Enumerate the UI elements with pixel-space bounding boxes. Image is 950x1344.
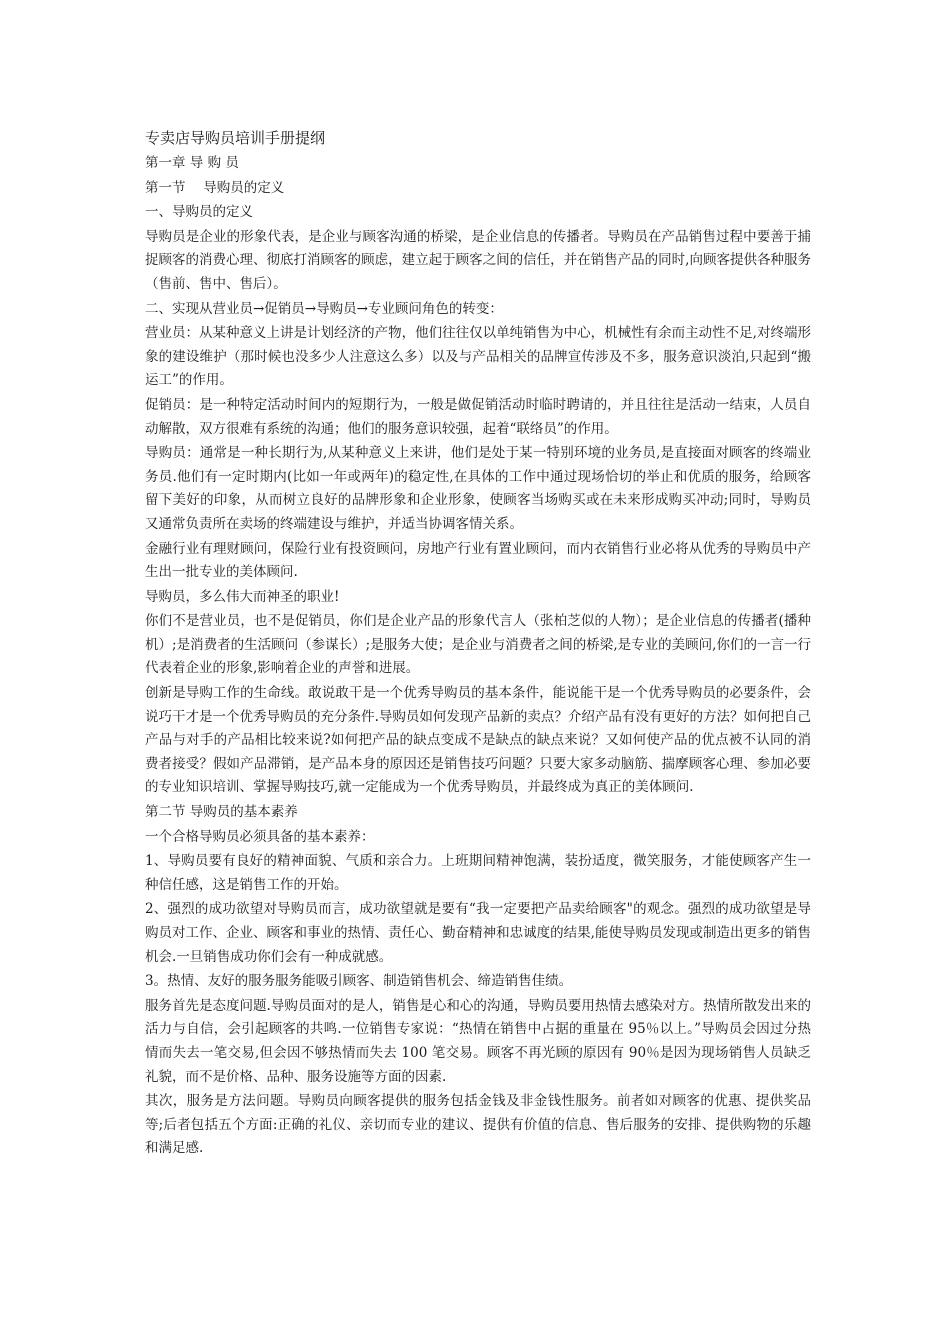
list-item: 2、强烈的成功欲望对导购员而言，成功欲望就是要有“我一定要把产品卖给顾客"的观念。强烈的成功欲望是导购员对工作、企业、顾客和事业的热情、责任心、勤奋精神和忠诚度的结果,能使导购员发现或制造出更多的销售机会.一旦销售成功你们会有一种成就感。 [145, 901, 811, 965]
chapter-heading: 第一章 导 购 员 [145, 155, 239, 171]
subsection-heading: 一、导购员的定义 [145, 204, 253, 221]
subsection-heading: 二、实现从营业员→促销员→导购员→专业顾问角色的转变： [145, 300, 503, 317]
list-item: 1、导购员要有良好的精神面貌、气质和亲合力。上班期间精神饱满，装扮适度，微笑服务，才能使顾客产生一种信任感，这是销售工作的开始。 [145, 853, 811, 893]
document-title: 专卖店导购员培训手册提纲 [145, 129, 326, 147]
section-heading: 第二节 导购员的基本素养 [145, 804, 298, 821]
paragraph: 其次，服务是方法问题。导购员向顾客提供的服务包括金钱及非金钱性服务。前者如对顾客的优惠、提供奖品等;后者包括五个方面:正确的礼仪、亲切而专业的建议、提供有价值的信息、售后服务的安排、提供购物的乐趣和满足感. [145, 1093, 811, 1157]
document-page [145, 125, 811, 1162]
paragraph: 导购员：通常是一种长期行为,从某种意义上来讲，他们是处于某一特别环境的业务员,是直接面对顾客的终端业务员.他们有一定时期内(比如一年或两年)的稳定性,在具体的工作中通过现场恰切的举止和优质的服务，给顾客留下美好的印象，从而树立良好的品牌形象和企业形象，使顾客当场购买或在未来形成购买冲动;同时，导购员又通常负责所在卖场的终端建设与维护，并适当协调客情关系。 [145, 445, 811, 532]
paragraph: 一个合格导购员必须具备的基本素养： [145, 828, 375, 845]
paragraph: 创新是导购工作的生命线。敢说敢干是一个优秀导购员的基本条件，能说能干是一个优秀导购员的必要条件，会说巧干才是一个优秀导购员的充分条件.导购员如何发现产品新的卖点？介绍产品有没有更好的方法？如何把自己产品与对手的产品相比较来说?如何把产品的缺点变成不是缺点的缺点来说？又如何使产品的优点被不认同的消费者接受？假如产品滞销，是产品本身的原因还是销售技巧问题？只要大家多动脑筋、揣摩顾客心理、参加必要的专业知识培训、掌握导购技巧,就一定能成为一个优秀导购员，并最终成为真正的美体顾问. [145, 685, 811, 796]
list-item: 3。热情、友好的服务服务能吸引顾客、制造销售机会、缔造销售佳绩。 [145, 973, 573, 990]
paragraph: 导购员，多么伟大而神圣的职业! [145, 588, 340, 605]
paragraph: 导购员是企业的形象代表，是企业与顾客沟通的桥梁，是企业信息的传播者。导购员在产品销售过程中要善于捕捉顾客的消费心理、彻底打消顾客的顾虑，建立起于顾客之间的信任，并在销售产品的同时,向顾客提供各种服务（售前、售中、售后）。 [145, 228, 811, 292]
paragraph: 你们不是营业员，也不是促销员，你们是企业产品的形象代言人（张柏芝似的人物）；是企业信息的传播者(播种机）;是消费者的生活顾问（参谋长）;是服务大使；是企业与消费者之间的桥梁,是专业的美顾问,你们的一言一行代表着企业的形象,影响着企业的声誉和进展。 [145, 613, 811, 677]
paragraph: 服务首先是态度问题.导购员面对的是人，销售是心和心的沟通，导购员要用热情去感染对方。热情所散发出来的活力与自信，会引起顾客的共鸣.一位销售专家说：“热情在销售中占据的重量在 95％以上。”导购员会因过分热情而失去一笔交易,但会因不够热情而失去 100 笔交易。顾客不再光顾的原因有 90％是因为现场销售人员缺乏礼貌，而不是价格、品种、服务设施等方面的因素. [145, 997, 811, 1085]
paragraph: 金融行业有理财顾问，保险行业有投资顾问，房地产行业有置业顾问，而内衣销售行业必将从优秀的导购员中产生出一批专业的美体顾问. [145, 540, 811, 581]
paragraph: 营业员：从某种意义上讲是计划经济的产物，他们往往仅以单纯销售为中心，机械性有余而主动性不足,对终端形象的建设维护（那时候也没多少人注意这么多）以及与产品相关的品牌宣传涉及不多，服务意识淡泊,只起到“搬运工”的作用。 [145, 325, 811, 389]
paragraph: 促销员：是一种特定活动时间内的短期行为，一般是做促销活动时临时聘请的，并且往往是活动一结束，人员自动解散，双方很难有系统的沟通；他们的服务意识较强，起着“联络员”的作用。 [145, 396, 811, 437]
section-heading: 第一节 导购员的定义 [145, 179, 285, 196]
